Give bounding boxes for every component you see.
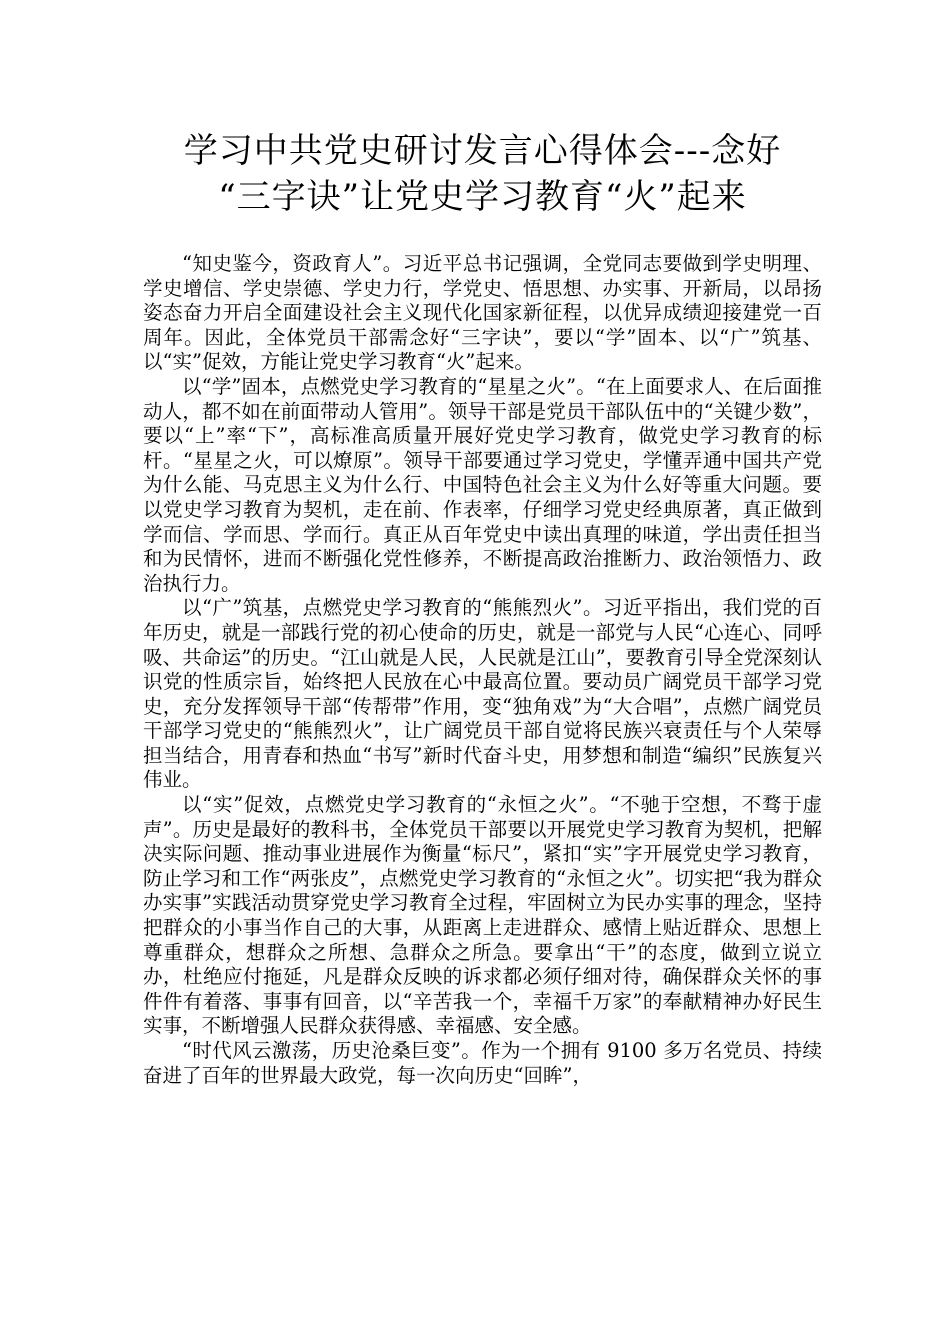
paragraph-1: “知史鉴今，资政育人”。习近平总书记强调，全党同志要做到学史明理、学史增信、学史崇德、学史力行，学党史、悟思想、办实事、开新局，以昂扬姿态奋力开启全面建设社会主义现代化国家新征程，以优异成绩迎接建党一百周年。因此，全体党员干部需念好“三字诀”，要以“学”固本、以“广”筑基、以“实”促效，方能让党史学习教育“火”起来。	[143, 252, 822, 374]
document-body	[143, 252, 822, 1088]
paragraph-2: 以“学”固本，点燃党史学习教育的“星星之火”。“在上面要求人、在后面推动人，都不如在前面带动人管用”。领导干部是党员干部队伍中的“关键少数”，要以“上”率“下”，高标准高质量开展好党史学习教育，做党史学习教育的标杆。“星星之火，可以燎原”。领导干部要通过学习党史，学懂弄通中国共产党为什么能、马克思主义为什么行、中国特色社会主义为什么好等重大问题。要以党史学习教育为契机，走在前、作表率，仔细学习党史经典原著，真正做到学而信、学而思、学而行。真正从百年党史中读出真理的味道，学出责任担当和为民情怀，进而不断强化党性修养，不断提高政治推断力、政治领悟力、政治执行力。	[143, 374, 822, 595]
title-line-2: “三字诀”让党史学习教育“火”起来	[218, 177, 747, 217]
paragraph-5: “时代风云激荡，历史沧桑巨变”。作为一个拥有 9100 多万名党员、持续奋进了百年的世界最大政党，每一次向历史“回眸”，	[143, 1039, 822, 1087]
paragraph-4: 以“实”促效，点燃党史学习教育的“永恒之火”。“不驰于空想，不骛于虚声”。历史是最好的教科书，全体党员干部要以开展党史学习教育为契机，把解决实际问题、推动事业进展作为衡量“标尺”，紧扣“实”字开展党史学习教育，防止学习和工作“两张皮”，点燃党史学习教育的“永恒之火”。切实把“我为群众办实事”实践活动贯穿党史学习教育全过程，牢固树立为民办实事的理念，坚持把群众的小事当作自己的大事，从距离上走进群众、感情上贴近群众、思想上尊重群众，想群众之所想、急群众之所急。要拿出“干”的态度，做到立说立办，杜绝应付拖延，凡是群众反映的诉求都必须仔细对待，确保群众关怀的事件件有着落、事事有回音，以“辛苦我一个，幸福千万家”的奉献精神办好民生实事，不断增强人民群众获得感、幸福感、安全感。	[143, 793, 822, 1038]
title-line-1: 学习中共党史研讨发言心得体会---念好	[183, 131, 782, 171]
paragraph-3: 以“广”筑基，点燃党史学习教育的“熊熊烈火”。习近平指出，我们党的百年历史，就是一部践行党的初心使命的历史，就是一部党与人民“心连心、同呼吸、共命运”的历史。“江山就是人民，人民就是江山”，要教育引导全党深刻认识党的性质宗旨，始终把人民放在心中最高位置。要动员广阔党员干部学习党史，充分发挥领导干部“传帮带”作用，变“独角戏”为“大合唱”，点燃广阔党员干部学习党史的“熊熊烈火”，让广阔党员干部自觉将民族兴衰责任与个人荣辱担当结合，用青春和热血“书写”新时代奋斗史，用梦想和制造“编织”民族复兴伟业。	[143, 596, 822, 792]
document-title	[143, 128, 822, 220]
